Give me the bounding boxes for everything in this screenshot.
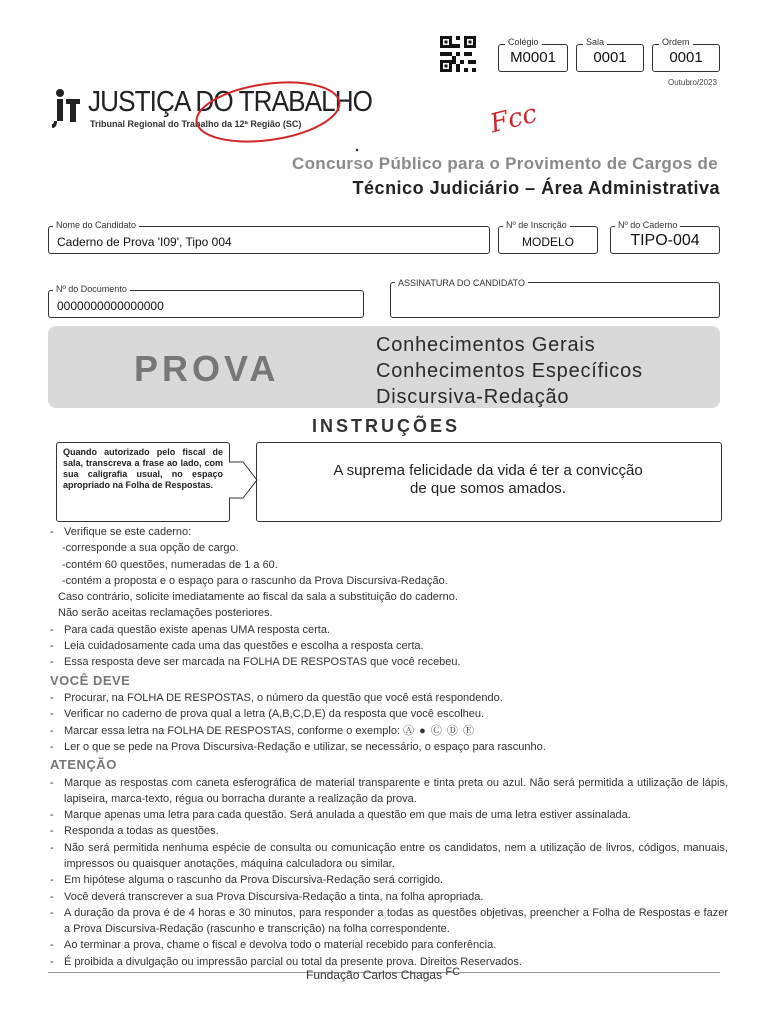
logo-title: JUSTIÇA DO TRABALHO bbox=[88, 86, 373, 118]
list-item: - Ao terminar a prova, chame o fiscal e devolva todo o material recebido para conferência. bbox=[48, 937, 728, 953]
prova-sections bbox=[376, 332, 643, 410]
handwritten-fcc-note: Fcc bbox=[487, 98, 541, 140]
prova-title: PROVA bbox=[134, 348, 280, 389]
fcc-logo-text: Fundação Carlos Chagas bbox=[306, 968, 443, 982]
list-item: - Marque as respostas com caneta esferográfica de material transparente e tinta preta ou azul. Não será permitida a utilização de lápis, lapiseira, marca-texto, régua ou borracha durante a realização da prova. bbox=[48, 775, 728, 808]
prova-section-item: Conhecimentos Gerais bbox=[376, 334, 596, 356]
list-subitem: -contém 60 questões, numeradas de 1 a 60. bbox=[62, 558, 278, 571]
nome-candidato-value: Caderno de Prova 'I09', Tipo 004 bbox=[57, 235, 232, 249]
list-subitem: Não serão aceitas reclamações posteriores. bbox=[58, 607, 273, 620]
voce-deve-heading: VOCÊ DEVE bbox=[50, 672, 131, 688]
phrase-line: A suprema felicidade da vida é ter a convicção bbox=[333, 462, 643, 479]
list-item: - Em hipótese alguma o rascunho da Prova Discursiva-Redação será corrigido. bbox=[48, 872, 728, 888]
caderno-label: Nº do Caderno bbox=[615, 219, 680, 231]
exam-date: Outubro/2023 bbox=[668, 78, 717, 87]
sala-box bbox=[576, 37, 644, 72]
fcc-footer-logo bbox=[306, 968, 460, 982]
list-item: - Não será permitida nenhuma espécie de consulta ou comunicação entre os candidatos, nem a utilização de livros, códigos, manuais, impressos ou quaisquer anotações, máquina calculadora ou similar. bbox=[48, 840, 728, 873]
inscricao-value: MODELO bbox=[521, 235, 574, 249]
atencao-heading: ATENÇÃO bbox=[50, 757, 117, 773]
list-subitem: Caso contrário, solicite imediatamente ao fiscal da sala a substituição do caderno. bbox=[58, 591, 458, 604]
documento-value: 0000000000000000 bbox=[57, 299, 164, 313]
sala-value: 0001 bbox=[593, 49, 627, 66]
caderno-value: TIPO-004 bbox=[630, 232, 700, 249]
list-item: - É proibida a divulgação ou impressão parcial ou total da presente prova. Direitos Reservados. bbox=[48, 954, 728, 970]
list-item: - Leia cuidadosamente cada uma das questões e escolha a resposta certa. bbox=[48, 638, 728, 654]
ordem-label: Ordem bbox=[659, 36, 693, 48]
list-item: - Verificar no caderno de prova qual a letra (A,B,C,D,E) da resposta que você escolheu. bbox=[48, 706, 728, 722]
list-subitem: -corresponde a sua opção de cargo. bbox=[62, 542, 239, 555]
list-item: - Responda a todas as questões. bbox=[48, 823, 728, 839]
documento-label: Nº do Documento bbox=[53, 283, 130, 295]
list-item bbox=[48, 723, 728, 739]
instructions-list bbox=[48, 524, 728, 970]
assinatura-label: ASSINATURA DO CANDIDATO bbox=[395, 277, 528, 289]
callout-arrow-icon bbox=[229, 450, 259, 510]
list-subitem: -contém a proposta e o espaço para o rascunho da Prova Discursiva-Redação. bbox=[62, 574, 448, 587]
cargo-title: Técnico Judiciário – Área Administrativa bbox=[352, 178, 720, 198]
list-item: - A duração da prova é de 4 horas e 30 minutos, para responder a todas as questões objetivas, preencher a Folha de Respostas e fazer a Prova Discursiva-Redação (rascunho e transcrição) na folha correspondente. bbox=[48, 905, 728, 938]
list-item: - Para cada questão existe apenas UMA resposta certa. bbox=[48, 622, 728, 638]
prova-section-item: Discursiva-Redação bbox=[376, 386, 570, 408]
caderno-field bbox=[610, 220, 720, 254]
nome-candidato-field bbox=[48, 220, 490, 254]
nome-candidato-label: Nome do Candidato bbox=[53, 219, 139, 231]
list-item-text: Marcar essa letra na FOLHA DE RESPOSTAS, conforme o exemplo: bbox=[64, 724, 401, 737]
inscricao-label: Nº de Inscrição bbox=[503, 219, 570, 231]
ordem-value: 0001 bbox=[669, 49, 703, 66]
answer-bubbles-example: Ⓐ ● Ⓒ Ⓓ Ⓔ bbox=[403, 724, 475, 737]
list-item: - Marque apenas uma letra para cada questão. Será anulada a questão em que mais de uma letra estiver assinalada. bbox=[48, 807, 728, 823]
documento-field bbox=[48, 284, 364, 318]
phrase-line: de que somos amados. bbox=[410, 480, 566, 497]
transcription-callout: Quando autorizado pelo fiscal de sala, transcreva a frase ao lado, com sua caligrafia usual, no espaço apropriado na Folha de Respostas. bbox=[56, 442, 230, 522]
list-item: - Ler o que se pede na Prova Discursiva-Redação e utilizar, se necessário, o espaço para rascunho. bbox=[48, 739, 728, 755]
sala-label: Sala bbox=[583, 36, 607, 48]
ordem-box bbox=[652, 37, 720, 72]
prova-section-item: Conhecimentos Específicos bbox=[376, 360, 643, 382]
list-item: - Essa resposta deve ser marcada na FOLHA DE RESPOSTAS que você recebeu. bbox=[48, 654, 728, 670]
transcription-phrase bbox=[256, 462, 720, 498]
justica-trabalho-logo-icon bbox=[52, 88, 82, 130]
list-item: - Você deverá transcrever a sua Prova Discursiva-Redação a tinta, na folha apropriada. bbox=[48, 889, 728, 905]
colegio-label: Colégio bbox=[505, 36, 542, 48]
inscricao-field bbox=[498, 220, 598, 254]
colegio-box bbox=[498, 37, 568, 72]
concurso-title: Concurso Público para o Provimento de Cargos de bbox=[292, 154, 718, 173]
qr-code-icon bbox=[440, 36, 476, 72]
assinatura-field bbox=[390, 278, 720, 318]
fcc-mark-icon: FC bbox=[445, 966, 461, 978]
colegio-value: M0001 bbox=[510, 49, 556, 66]
list-item: - Procurar, na FOLHA DE RESPOSTAS, o número da questão que você está respondendo. bbox=[48, 690, 728, 706]
list-item: - Verifique se este caderno: bbox=[48, 524, 728, 540]
instrucoes-heading: INSTRUÇÕES bbox=[312, 416, 461, 436]
logo-subtitle: Tribunal Regional do Trabalho da 12ª Região (SC) bbox=[90, 119, 302, 129]
